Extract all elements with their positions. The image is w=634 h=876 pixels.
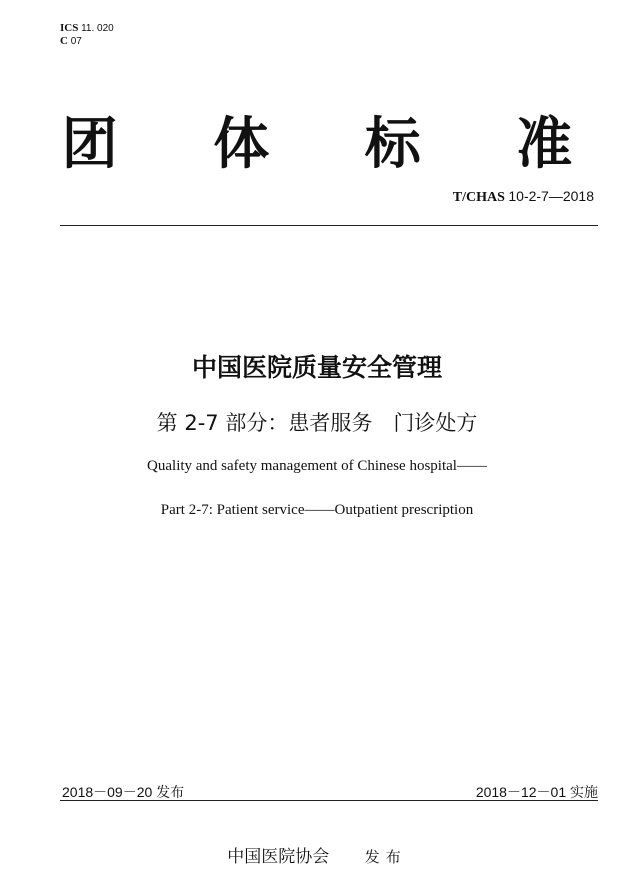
top-divider xyxy=(60,225,598,226)
document-type-title: 团 体 标 准 xyxy=(61,112,611,177)
class-label: C xyxy=(60,35,68,47)
english-main-title: Quality and safety management of Chinese hospital—— xyxy=(147,458,487,474)
issuer-line xyxy=(0,842,634,867)
ics-line xyxy=(60,22,114,35)
class-value: 07 xyxy=(70,36,82,47)
english-subtitle: Part 2-7: Patient service——Outpatient prescription xyxy=(160,502,474,518)
issuer-action: 发布 xyxy=(364,848,407,866)
bottom-divider xyxy=(60,800,598,801)
standard-number xyxy=(453,188,594,206)
standard-code: 10-2-7—2018 xyxy=(508,188,594,204)
chinese-main-title: 中国医院质量安全管理 xyxy=(191,353,442,382)
publish-date: 2018－09－20 发布 xyxy=(62,784,185,800)
standard-prefix: T/CHAS xyxy=(452,190,505,205)
effective-date: 2018－12－01 实施 xyxy=(475,784,598,800)
ics-value: 11. 020 xyxy=(81,23,114,34)
issuer-name: 中国医院协会 xyxy=(227,847,330,867)
ics-code-block xyxy=(60,22,114,48)
ics-label: ICS xyxy=(60,22,79,34)
chinese-subtitle: 第 2-7 部分：患者服务 门诊处方 xyxy=(156,411,478,435)
class-line xyxy=(60,35,114,48)
